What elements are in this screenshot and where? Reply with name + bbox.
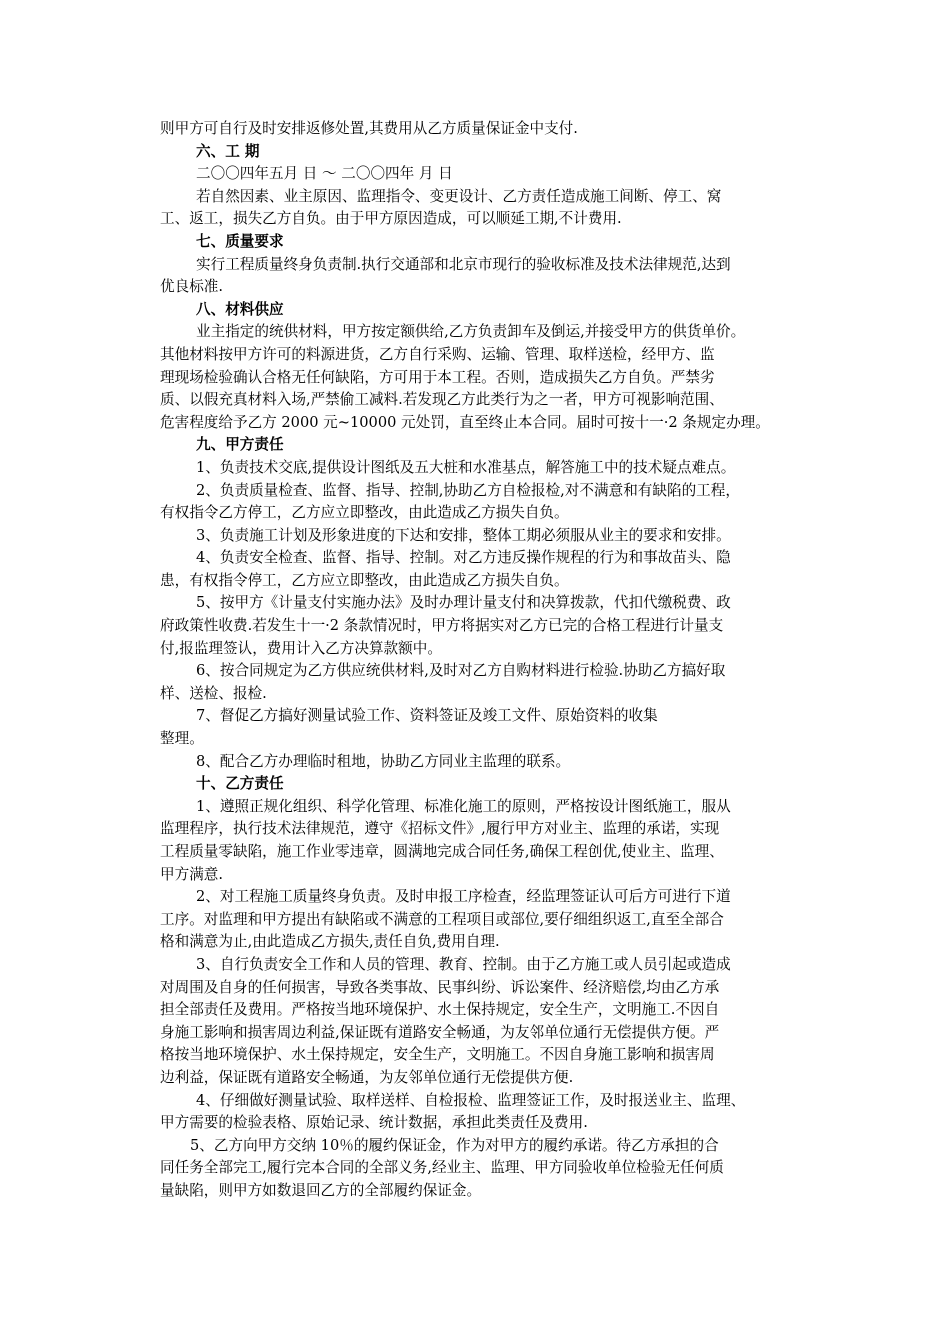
text-line: 格按当地环境保护、水土保持规定，安全生产，文明施工。不因自身施工影响和损害周 bbox=[160, 1046, 715, 1064]
text-line: 甲方需要的检验表格、原始记录、统计数据，承担此类责任及费用. bbox=[160, 1114, 588, 1132]
section-heading: 六、工 期 bbox=[196, 142, 260, 160]
text-line: 5、乙方向甲方交纳 10％的履约保证金，作为对甲方的履约承诺。待乙方承担的合 bbox=[190, 1136, 719, 1154]
text-line: 对周围及自身的任何损害，导致各类事故、民事纠纷、诉讼案件、经济赔偿,均由乙方承 bbox=[160, 978, 720, 996]
text-line: 则甲方可自行及时安排返修处置,其费用从乙方质量保证金中支付. bbox=[160, 120, 578, 137]
text-line: 有权指令乙方停工，乙方应立即整改，由此造成乙方损失自负。 bbox=[160, 504, 569, 522]
section-heading: 九、甲方责任 bbox=[196, 436, 284, 454]
text-line: 工、返工，损失乙方自负。由于甲方原因造成，可以顺延工期,不计费用. bbox=[160, 210, 622, 228]
text-line: 1、负责技术交底,提供设计图纸及五大桩和水准基点，解答施工中的技术疑点难点。 bbox=[196, 458, 736, 476]
text-line: 业主指定的统供材料，甲方按定额供给,乙方负责卸车及倒运,并接受甲方的供货单价。 bbox=[196, 323, 746, 341]
text-line: 6、按合同规定为乙方供应统供材料,及时对乙方自购材料进行检验.协助乙方搞好取 bbox=[196, 662, 726, 680]
text-line: 同任务全部完工,履行完本合同的全部义务,经业主、监理、甲方同验收单位检验无任何质 bbox=[160, 1159, 724, 1177]
text-line: 身施工影响和损害周边利益,保证既有道路安全畅通，为友邻单位通行无偿提供方便。严 bbox=[160, 1023, 720, 1041]
text-line: 患，有权指令停工，乙方应立即整改，由此造成乙方损失自负。 bbox=[160, 571, 569, 589]
document-body bbox=[160, 118, 820, 1203]
text-line: 整理。 bbox=[160, 730, 204, 748]
text-line: 5、按甲方《计量支付实施办法》及时办理计量支付和决算拨款，代扣代缴税费、政 bbox=[196, 594, 731, 612]
text-line: 若自然因素、业主原因、监理指令、变更设计、乙方责任造成施工间断、停工、窝 bbox=[196, 187, 722, 205]
section-heading: 十、乙方责任 bbox=[196, 775, 284, 793]
text-line: 2、负责质量检查、监督、指导、控制,协助乙方自检报检,对不满意和有缺陷的工程， bbox=[196, 481, 740, 499]
text-line: 危害程度给予乙方 2000 元~10000 元处罚，直至终止本合同。届时可按十一·2 条规定办理。 bbox=[160, 413, 770, 431]
text-line: 3、自行负责安全工作和人员的管理、教育、控制。由于乙方施工或人员引起或造成 bbox=[196, 955, 731, 973]
text-line: 7、督促乙方搞好测量试验工作、资料签证及竣工文件、原始资料的收集 bbox=[196, 707, 658, 725]
section-heading: 七、质量要求 bbox=[196, 232, 284, 250]
text-line: 实行工程质量终身负责制.执行交通部和北京市现行的验收标准及技术法律规范,达到 bbox=[196, 255, 731, 273]
text-line: 1、遵照正规化组织、科学化管理、标准化施工的原则，严格按设计图纸施工，服从 bbox=[196, 797, 731, 815]
text-line: 3、负责施工计划及形象进度的下达和安排，整体工期必须服从业主的要求和安排。 bbox=[196, 526, 731, 544]
text-line: 格和满意为止,由此造成乙方损失,责任自负,费用自理. bbox=[160, 933, 500, 951]
text-line: 优良标准. bbox=[160, 278, 224, 296]
text-line: 4、负责安全检查、监督、指导、控制。对乙方违反操作规程的行为和事故苗头、隐 bbox=[196, 549, 731, 567]
text-line: 量缺陷，则甲方如数退回乙方的全部履约保证金。 bbox=[160, 1181, 482, 1199]
text-line: 监理程序，执行技术法律规范，遵守《招标文件》,履行甲方对业主、监理的承诺，实现 bbox=[160, 820, 720, 838]
text-line: 二〇〇四年五月 日 ～ 二〇〇四年 月 日 bbox=[196, 165, 453, 183]
text-line: 边利益，保证既有道路安全畅通，为友邻单位通行无偿提供方便. bbox=[160, 1068, 574, 1086]
text-line: 2、对工程施工质量终身负责。及时申报工序检查，经监理签证认可后方可进行下道 bbox=[196, 888, 731, 906]
text-line: 样、送检、报检. bbox=[160, 684, 267, 702]
text-line: 甲方满意. bbox=[160, 865, 224, 883]
text-line: 担全部责任及费用。严格按当地环境保护、水土保持规定，安全生产，文明施工.不因自 bbox=[160, 1001, 720, 1019]
text-line: 其他材料按甲方许可的料源进货，乙方自行采购、运输、管理、取样送检，经甲方、监 bbox=[160, 345, 715, 363]
text-line: 工程质量零缺陷，施工作业零违章，圆满地完成合同任务,确保工程创优,使业主、监理、 bbox=[160, 843, 724, 860]
text-line: 质、以假充真材料入场,严禁偷工减料.若发现乙方此类行为之一者，甲方可视影响范围、 bbox=[160, 391, 724, 409]
section-heading: 八、材料供应 bbox=[196, 300, 284, 318]
text-line: 8、配合乙方办理临时租地，协助乙方同业主监理的联系。 bbox=[196, 752, 571, 770]
text-line: 4、仔细做好测量试验、取样送样、自检报检、监理签证工作，及时报送业主、监理、 bbox=[196, 1091, 746, 1109]
text-line: 府政策性收费.若发生十一·2 条款情况时，甲方将据实对乙方已完的合格工程进行计量支 bbox=[160, 617, 724, 635]
text-line: 工序。对监理和甲方提出有缺陷或不满意的工程项目或部位,要仔细组织返工,直至全部合 bbox=[160, 910, 724, 928]
text-line: 理现场检验确认合格无任何缺陷，方可用于本工程。否则，造成损失乙方自负。严禁劣 bbox=[160, 368, 715, 386]
text-line: 付,报监理签认，费用计入乙方决算款额中。 bbox=[160, 639, 442, 657]
